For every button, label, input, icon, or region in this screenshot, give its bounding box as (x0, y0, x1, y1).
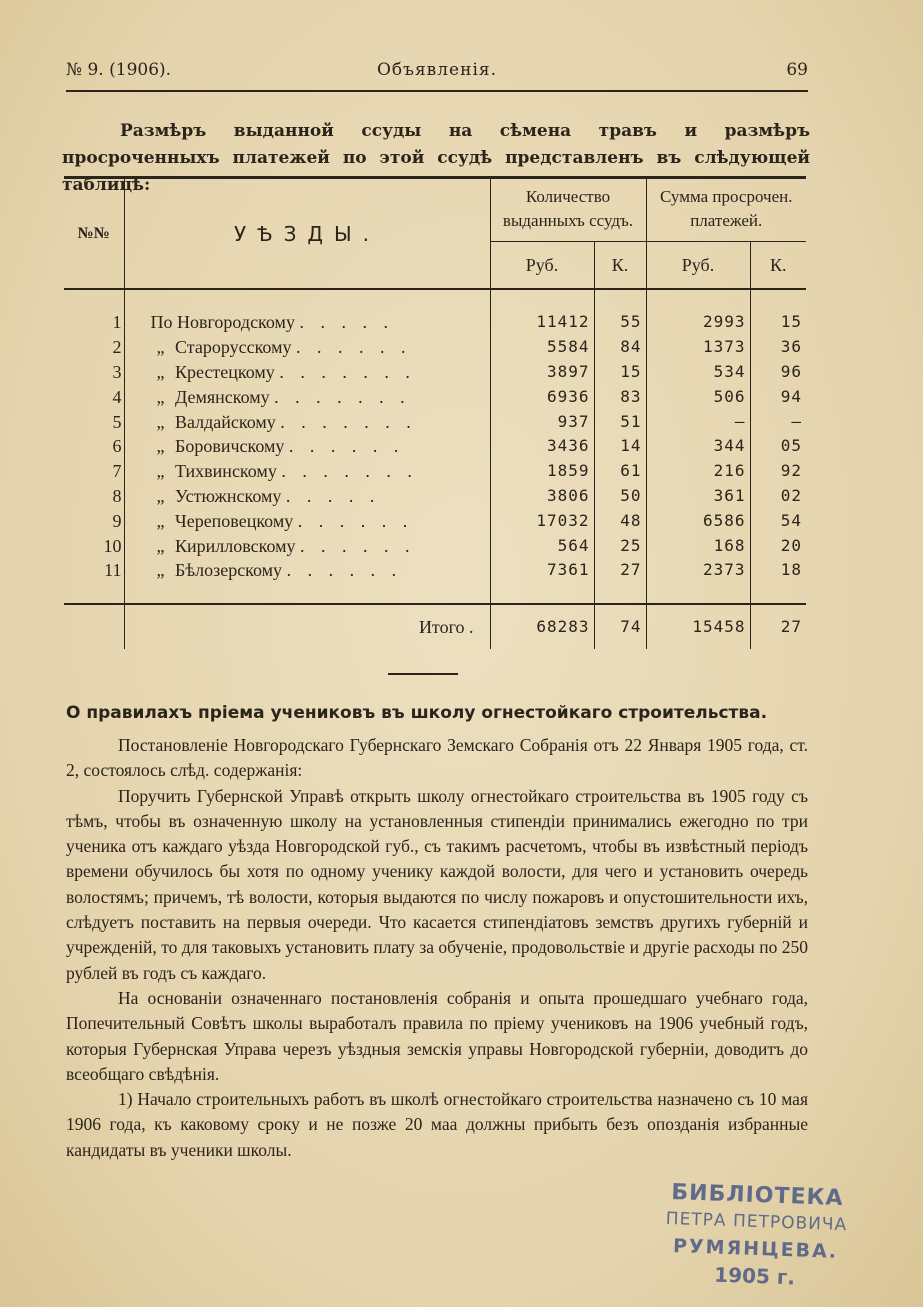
paragraph: Постановленіе Новгородскаго Губернскаго Земскаго Собранія отъ 22 Января 1905 года, ст. 2, состоялось слѣд. содержанія: (66, 735, 808, 781)
loans-table (64, 176, 806, 649)
uezd-prefix: „ (156, 510, 165, 531)
leader-dots: . . . . . . . (274, 386, 411, 407)
overdue-rub: 1373 (646, 335, 750, 360)
loans-kop: 61 (594, 459, 646, 484)
uezd-prefix: „ (156, 560, 165, 581)
row-number: 6 (64, 434, 124, 459)
overdue-kop: — (791, 411, 802, 431)
uezd-name: Валдайскому (175, 411, 276, 432)
table-row (64, 434, 806, 459)
col-header-loans-rub: Руб. (490, 242, 594, 290)
total-row (64, 604, 806, 649)
uezd-cell (124, 335, 490, 360)
overdue-rub: 506 (646, 384, 750, 409)
overdue-kop: 20 (780, 535, 802, 555)
overdue-rub: 6586 (646, 508, 750, 533)
col-header-overdue: Сумма просрочен. платежей. (646, 178, 806, 242)
uezd-name: Старорусскому (175, 337, 292, 358)
overdue-rub: 2993 (646, 310, 750, 335)
uezd-cell (124, 409, 490, 434)
table-row (64, 533, 806, 558)
loans-rub: 11412 (490, 310, 594, 335)
header-rule (66, 90, 808, 92)
page-number: 69 (786, 60, 808, 80)
overdue-kop: 96 (780, 361, 802, 381)
row-number: 7 (64, 459, 124, 484)
overdue-kop: 54 (780, 510, 802, 530)
col-header-number: №№ (64, 178, 124, 290)
uezd-prefix: „ (156, 535, 165, 556)
loans-rub: 6936 (490, 384, 594, 409)
uezd-cell (124, 533, 490, 558)
loans-kop: 14 (594, 434, 646, 459)
uezd-prefix: „ (156, 485, 165, 506)
uezd-name: Новгородскому (177, 312, 295, 333)
uezd-prefix: „ (156, 361, 165, 382)
overdue-kop: 15 (780, 312, 802, 332)
table-row (64, 384, 806, 409)
leader-dots: . . . . . . . (280, 411, 417, 432)
leader-dots: . . . . . . (286, 560, 403, 581)
uezd-cell (124, 459, 490, 484)
total-label: Итого . (124, 604, 490, 649)
overdue-kop: 36 (780, 337, 802, 357)
uezd-prefix: „ (156, 386, 165, 407)
table-row (64, 335, 806, 360)
uezd-cell (124, 558, 490, 583)
table-row (64, 459, 806, 484)
overdue-rub: — (646, 409, 750, 434)
loans-rub: 3436 (490, 434, 594, 459)
row-number: 10 (64, 533, 124, 558)
table-row (64, 484, 806, 509)
leader-dots: . . . . . . . (281, 461, 418, 482)
col-header-loans: Количество выданныхъ ссудъ. (490, 178, 646, 242)
uezd-cell (124, 360, 490, 385)
leader-dots: . . . . . (285, 485, 381, 506)
uezd-cell (124, 310, 490, 335)
uezd-prefix: По (150, 312, 173, 333)
total-overdue-kop: 27 (750, 604, 806, 649)
uezd-cell (124, 484, 490, 509)
section-body (66, 733, 808, 1163)
uezd-name: Тихвинскому (175, 461, 277, 482)
library-stamp (634, 1178, 878, 1294)
col-header-loans-kop: К. (594, 242, 646, 290)
section-divider (388, 673, 458, 675)
table-intro: Размѣръ выданной ссуды на сѣмена травъ и размѣръ просроченныхъ платежей по этой ссудѣ представленъ въ слѣдующей таблицѣ: (62, 121, 810, 195)
row-number: 2 (64, 335, 124, 360)
loans-rub: 3806 (490, 484, 594, 509)
issue-number: № 9. (1906). (66, 60, 172, 80)
uezd-name: Кирилловскому (175, 535, 296, 556)
uezd-name: Бѣлозерскому (175, 560, 283, 581)
uezd-cell (124, 434, 490, 459)
leader-dots: . . . . . . (295, 337, 412, 358)
row-number: 8 (64, 484, 124, 509)
loans-rub: 3897 (490, 360, 594, 385)
leader-dots: . . . . . . . (279, 361, 416, 382)
loans-kop: 25 (594, 533, 646, 558)
overdue-kop: 05 (780, 436, 802, 456)
uezd-name: Крестецкому (175, 361, 275, 382)
stamp-line: РУМЯНЦЕВА. (672, 1235, 839, 1263)
row-number: 1 (64, 310, 124, 335)
loans-rub: 7361 (490, 558, 594, 583)
paragraph: На основаніи означеннаго постановленія собранія и опыта прошедшаго учебнаго года, Попечительный Совѣтъ школы выработалъ правила по пріему учениковъ на 1906 учебный годъ, которыя Губернская Управа черезъ уѣздныя земскія управы Новгородской губерніи, доводитъ до всеобщаго свѣдѣнія. (66, 987, 808, 1084)
overdue-rub: 2373 (646, 558, 750, 583)
overdue-kop: 02 (780, 485, 802, 505)
col-header-uezd: УѢЗДЫ. (124, 178, 490, 290)
loans-kop: 27 (594, 558, 646, 583)
loans-kop: 55 (594, 310, 646, 335)
leader-dots: . . . . . . (300, 535, 416, 556)
page-header (66, 60, 808, 88)
stamp-line: ПЕТРА ПЕТРОВИЧА (665, 1208, 848, 1236)
loans-kop: 50 (594, 484, 646, 509)
table-row (64, 360, 806, 385)
row-number: 5 (64, 409, 124, 434)
total-overdue-rub: 15458 (646, 604, 750, 649)
loans-rub: 17032 (490, 508, 594, 533)
stamp-line: БИБЛІОТЕКА (670, 1180, 844, 1212)
table-row (64, 508, 806, 533)
uezd-cell (124, 508, 490, 533)
table-row (64, 409, 806, 434)
uezd-prefix: „ (156, 436, 165, 457)
loans-kop: 84 (594, 335, 646, 360)
loans-rub: 1859 (490, 459, 594, 484)
uezd-name: Устюжнскому (175, 485, 282, 506)
uezd-prefix: „ (156, 337, 165, 358)
overdue-kop: 94 (780, 386, 802, 406)
total-loans-kop: 74 (594, 604, 646, 649)
row-number: 11 (64, 558, 124, 583)
col-header-overdue-kop: К. (750, 242, 806, 290)
overdue-kop: 18 (780, 560, 802, 580)
paragraph: Поручить Губернской Управѣ открыть школу огнестойкаго строительства въ 1905 году съ тѣмъ, чтобы въ означенную школу на установленныя стипендіи принимались ежегодно по три ученика отъ каждаго уѣзда Новгородской губ., съ такимъ расчетомъ, чтобы въ извѣстный періодъ времени обучилось бы хотя по одному ученику каждой волости, для чего и установить очередь волостямъ; причемъ, тѣ волости, которыя выдаются по числу пожаровъ и опустошительности ихъ, слѣдуетъ поставить на первыя очереди. Что касается стипендіатовъ земствъ другихъ губерній и учрежденій, то для таковыхъ установить плату за обученіе, продовольствіе и другіе расходы по 250 рублей въ годъ съ каждаго. (66, 785, 808, 983)
loans-kop: 51 (594, 409, 646, 434)
leader-dots: . . . . . . (297, 510, 414, 531)
table-row (64, 310, 806, 335)
loans-kop: 83 (594, 384, 646, 409)
overdue-kop: 92 (780, 461, 802, 481)
section-title: О правилахъ пріема учениковъ въ школу огнестойкаго строительства. (66, 703, 768, 723)
leader-dots: . . . . . (299, 312, 394, 333)
uezd-cell (124, 384, 490, 409)
overdue-rub: 216 (646, 459, 750, 484)
overdue-rub: 168 (646, 533, 750, 558)
loans-rub: 5584 (490, 335, 594, 360)
uezd-name: Демянскому (175, 386, 270, 407)
overdue-rub: 344 (646, 434, 750, 459)
leader-dots: . . . . . . (288, 436, 405, 457)
table-row (64, 558, 806, 583)
col-header-overdue-rub: Руб. (646, 242, 750, 290)
running-title: Объявленія. (376, 60, 498, 80)
stamp-line: 1905 г. (713, 1262, 796, 1290)
uezd-prefix: „ (156, 411, 165, 432)
overdue-rub: 361 (646, 484, 750, 509)
uezd-name: Боровичскому (175, 436, 285, 457)
uezd-prefix: „ (156, 461, 165, 482)
loans-kop: 48 (594, 508, 646, 533)
loans-rub: 564 (490, 533, 594, 558)
row-number: 9 (64, 508, 124, 533)
loans-rub: 937 (490, 409, 594, 434)
uezd-name: Череповецкому (175, 510, 294, 531)
paragraph: 1) Начало строительныхъ работъ въ школѣ огнестойкаго строительства назначено съ 10 мая 1906 года, къ каковому сроку и не позже 20 маа должны прибыть безъ опозданія избранные кандидаты въ ученики школы. (66, 1089, 808, 1160)
total-loans-rub: 68283 (490, 604, 594, 649)
row-number: 4 (64, 384, 124, 409)
overdue-rub: 534 (646, 360, 750, 385)
row-number: 3 (64, 360, 124, 385)
loans-kop: 15 (594, 360, 646, 385)
